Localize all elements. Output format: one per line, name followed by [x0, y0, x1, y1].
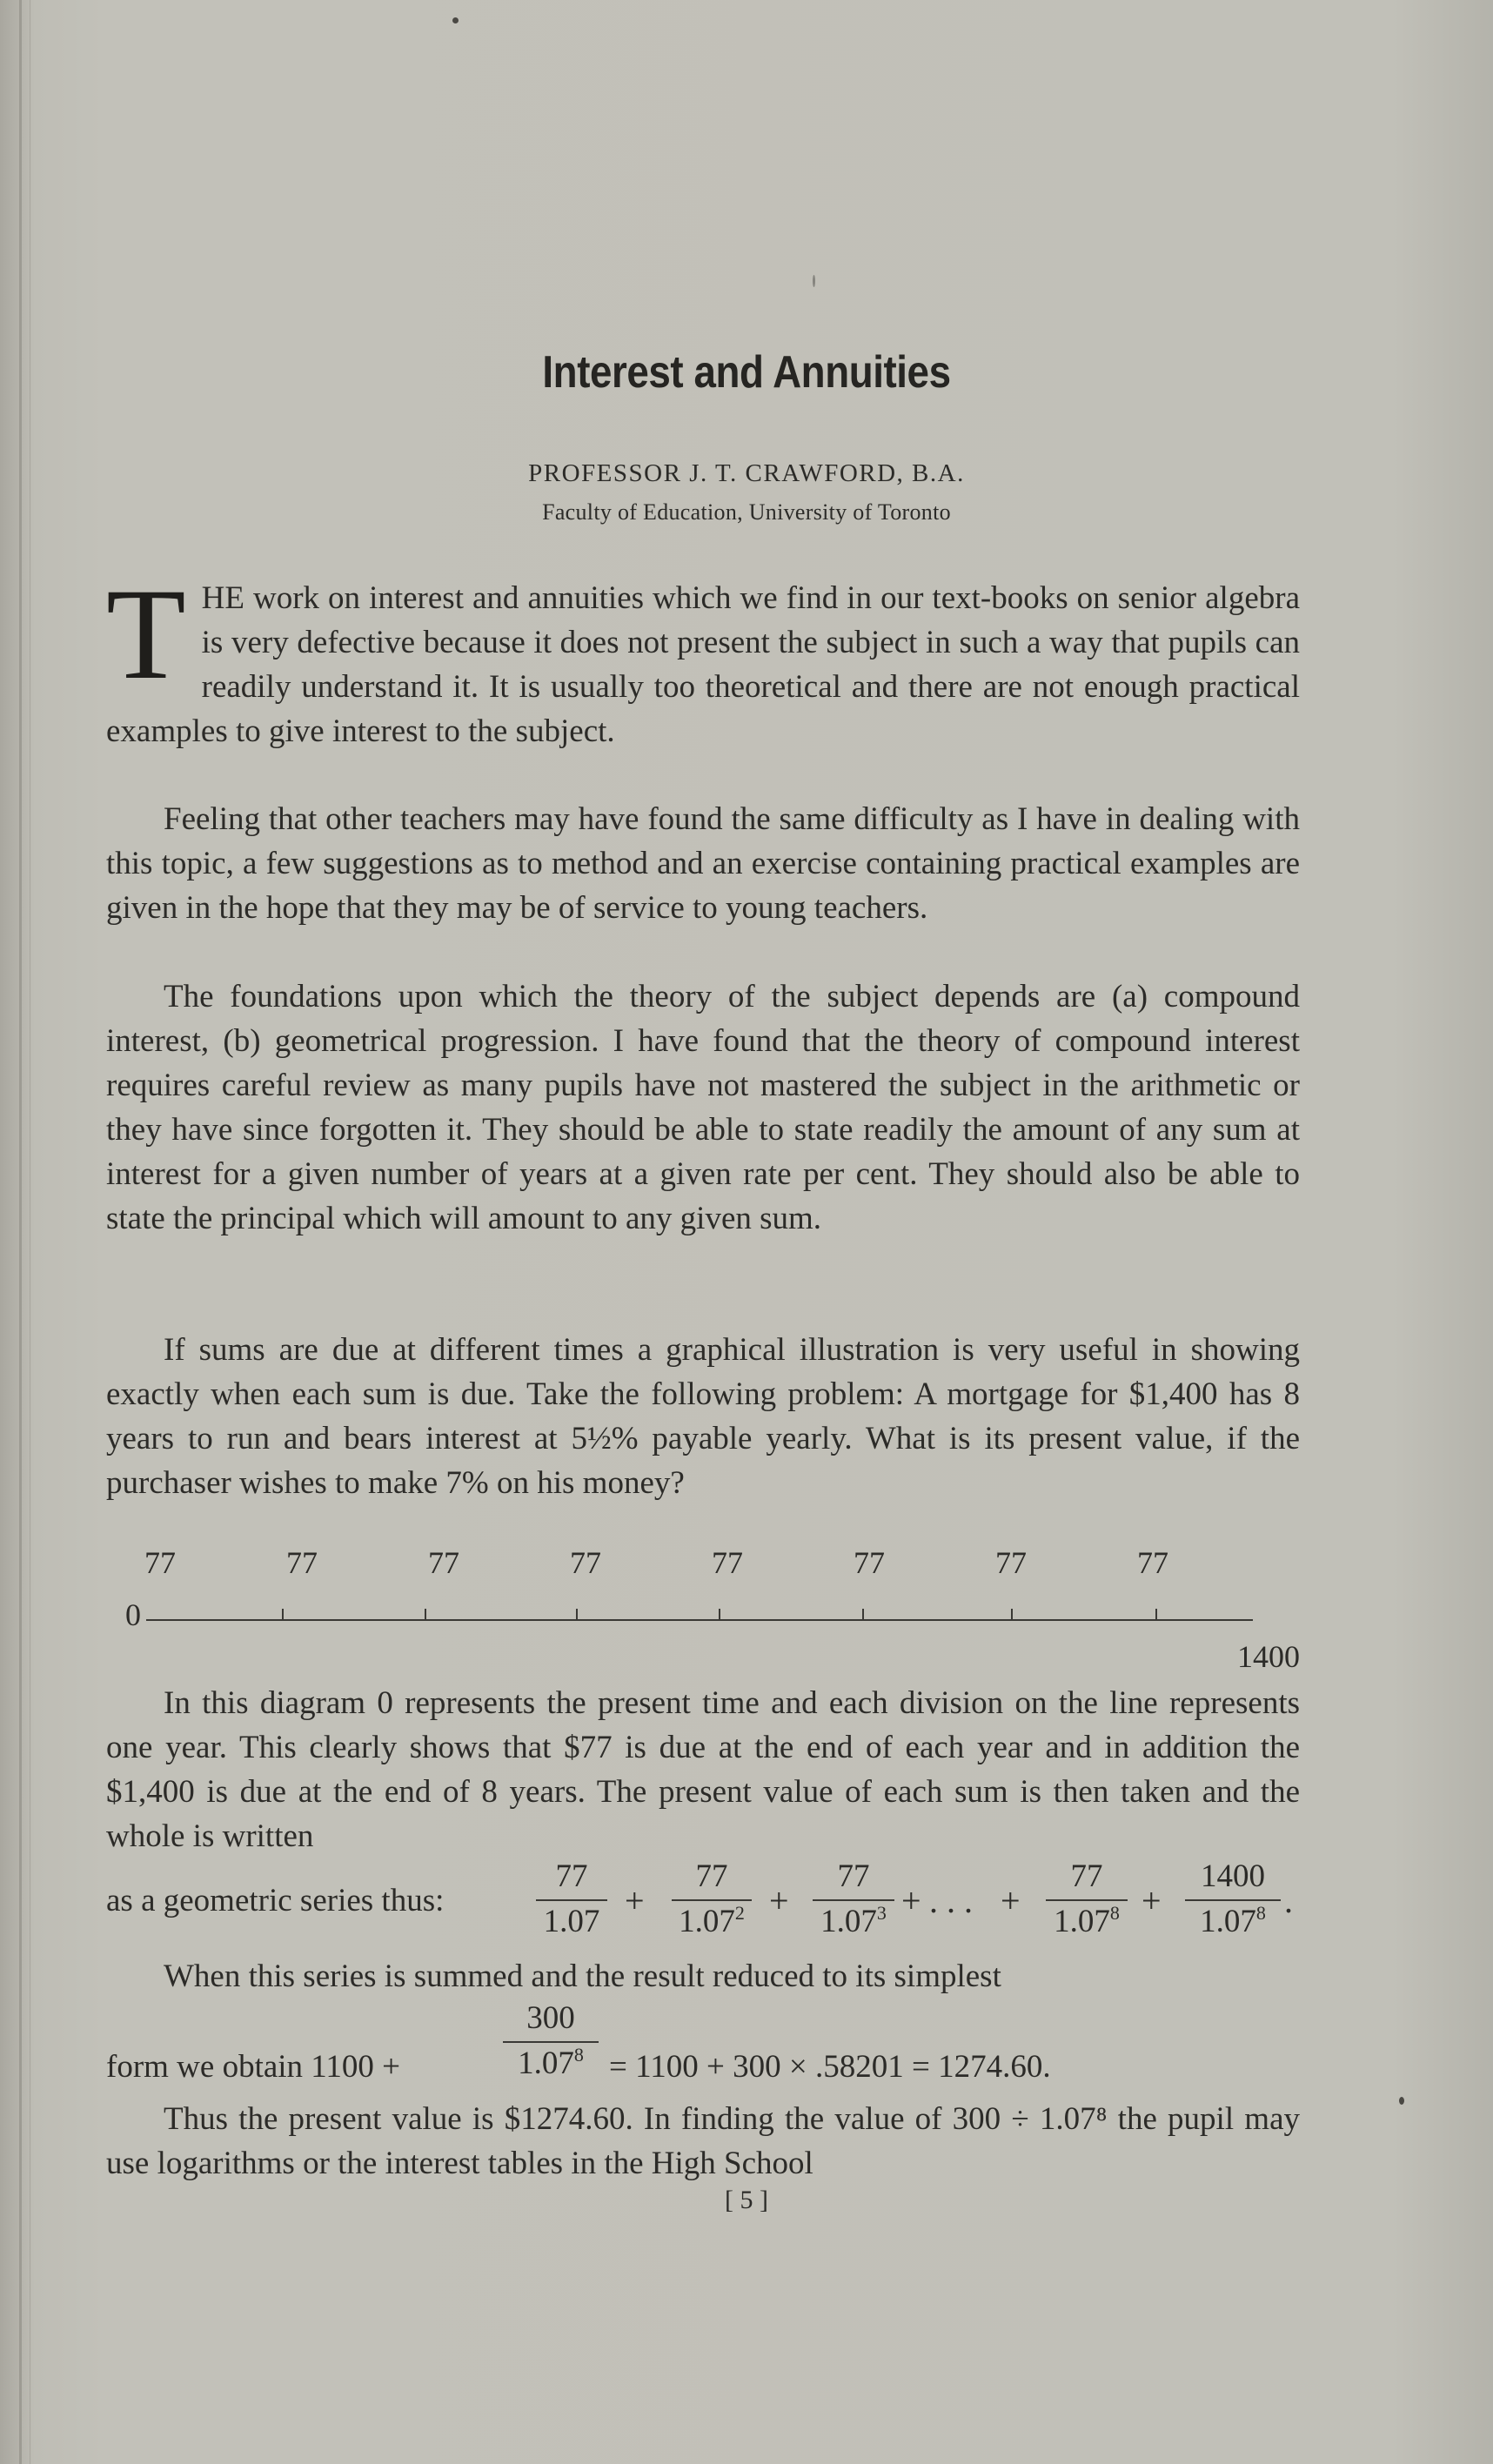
paragraph-4: If sums are due at different times a graphical illustration is very useful in showing exactly when each sum is due. Take the following problem: A mortgage for $1,400 has 8 years to run and bears interest at 5½% payable yearly. What is its present value, if the purchaser wishes to make 7% on his money? — [106, 1332, 1300, 1501]
paragraph-3: The foundations upon which the theory of the subject depends are (a) compound interest, (b) geometrical progression. I have found that the theory of compound interest requires careful review as many pupils have not mastered the subject in the arithmetic or they have since forgotten it. They should be able to state readily the amount of any sum at interest for a given number of years at a given rate per cent. They should also be able to state the principal which will amount to any given sum. — [106, 979, 1300, 1236]
payment-label: 77 — [854, 1545, 885, 1580]
formula-result: = 1100 + 300 × .58201 = 1274.60. — [609, 2049, 1051, 2085]
series-term-denominator: 1.07$^3$ — [820, 1902, 887, 1939]
paragraph-5: In this diagram 0 represents the present time and each division on the line represents one year. This clearly shows that $77 is due at the end of each year and in addition the $1,400 is due at the end of 8 years. The present value of each sum is then taken and the whole is written — [106, 1685, 1300, 1854]
payment-label: 77 — [428, 1545, 459, 1580]
formula-numerator: 300 — [503, 2001, 599, 2043]
series-term — [813, 1859, 894, 1941]
timeline-tick — [862, 1609, 864, 1621]
series-term — [672, 1859, 752, 1941]
series-term — [1046, 1859, 1128, 1941]
author-affiliation: Faculty of Education, University of Toronto — [542, 499, 951, 525]
paragraph-1 — [106, 562, 1300, 753]
formula-denominator: 1.07$^8$ — [518, 2044, 584, 2081]
series-term-numerator: 77 — [672, 1859, 752, 1901]
series-term-numerator: 77 — [1046, 1859, 1128, 1901]
series-lead-text: as a geometric series thus: — [106, 1883, 445, 1918]
plus-sign: + — [769, 1881, 789, 1920]
article-title: Interest and Annuities — [542, 347, 951, 398]
plus-sign: + — [1142, 1881, 1162, 1920]
ink-speck — [813, 275, 815, 287]
paragraph-7: Thus the present value is $1274.60. In finding the value of 300 ÷ 1.07⁸ the pupil may use logarithms or the interest tables in the High School — [106, 2101, 1300, 2181]
payment-timeline — [106, 1544, 1300, 1684]
series-ellipsis: . . . — [929, 1881, 973, 1920]
timeline-line — [146, 1619, 1253, 1621]
series-term-denominator: 1.07$^8$ — [1200, 1902, 1266, 1939]
plus-sign: + — [1001, 1881, 1021, 1920]
payment-label: 77 — [712, 1545, 743, 1580]
ink-speck — [452, 17, 459, 23]
timeline-tick — [1155, 1609, 1157, 1621]
series-end-period: . — [1284, 1881, 1293, 1920]
timeline-start-label: 0 — [125, 1597, 141, 1632]
series-term-denominator: 1.07 — [543, 1904, 600, 1939]
timeline-tick — [576, 1609, 578, 1621]
plus-sign: + — [901, 1881, 921, 1920]
timeline-tick — [1011, 1609, 1013, 1621]
article-author: PROFESSOR J. T. CRAWFORD, B.A. — [528, 459, 965, 487]
timeline-final-amount: 1400 — [1237, 1639, 1300, 1674]
payment-label: 77 — [286, 1545, 318, 1580]
series-term-denominator: 1.07$^8$ — [1054, 1902, 1120, 1939]
paragraph-6: When this series is summed and the result reduced to its simplest — [164, 1958, 1001, 1994]
payment-label: 77 — [570, 1545, 601, 1580]
paragraph-2: Feeling that other teachers may have found the same difficulty as I have in dealing with this topic, a few suggestions as to method and an exercise containing practical examples are given in the hope that they may be of service to young teachers. — [106, 801, 1300, 926]
plus-sign: + — [625, 1881, 645, 1920]
series-term — [1185, 1859, 1281, 1941]
page-edge — [19, 0, 22, 2464]
series-term-numerator: 1400 — [1185, 1859, 1281, 1901]
series-term-numerator: 77 — [536, 1859, 607, 1901]
formula-fraction — [503, 2001, 599, 2083]
formula-lead-text: form we obtain 1100 + — [106, 2049, 401, 2085]
timeline-tick — [425, 1609, 426, 1621]
series-term — [536, 1859, 607, 1941]
summed-formula — [106, 2001, 1324, 2088]
paragraph-1-text: HE work on interest and annuities which we find in our text-books on senior algebra is very defective because it does not present the subject in such a way that pupils can readily understand it. It is usually too theoretical and there are not enough practical examples to give interest to the subject. — [106, 580, 1300, 749]
timeline-tick — [282, 1609, 284, 1621]
series-term-numerator: 77 — [813, 1859, 894, 1901]
payment-label: 77 — [995, 1545, 1027, 1580]
payment-label: 77 — [144, 1545, 176, 1580]
ink-speck — [1399, 2097, 1404, 2105]
page-number: [ 5 ] — [725, 2186, 768, 2214]
timeline-tick — [719, 1609, 720, 1621]
geometric-series — [106, 1859, 1324, 1946]
series-term-denominator: 1.07$^2$ — [679, 1902, 745, 1939]
drop-cap: T — [106, 562, 186, 706]
payment-label: 77 — [1137, 1545, 1168, 1580]
